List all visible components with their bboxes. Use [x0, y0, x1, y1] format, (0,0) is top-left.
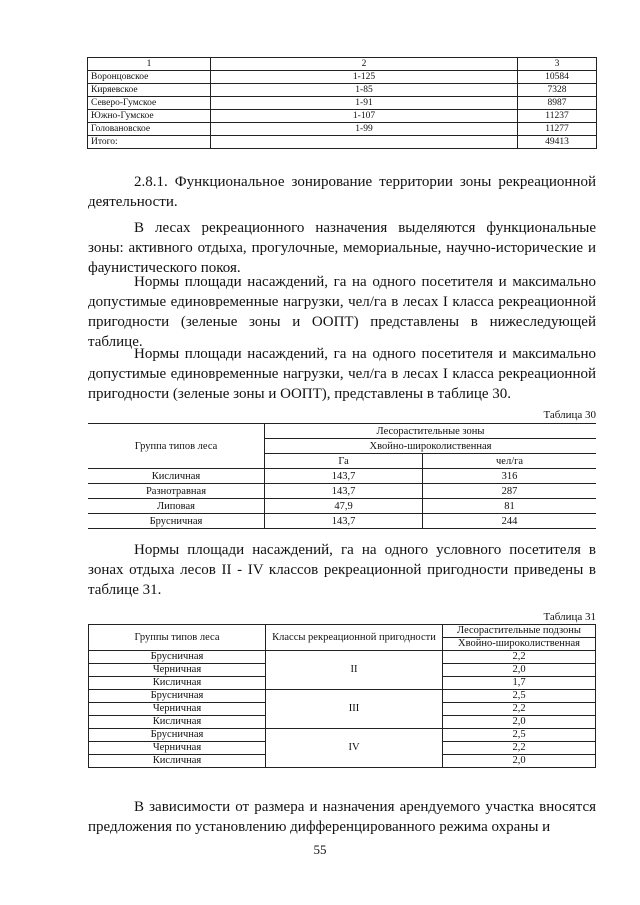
table-row [88, 84, 597, 97]
forest-type: Кисличная [89, 677, 266, 690]
header-cell: 1 [88, 58, 211, 71]
header-cell: 3 [518, 58, 597, 71]
forest-type: Брусничная [88, 514, 265, 529]
quarter-range: 1-107 [211, 110, 518, 123]
paragraph: Нормы площади насаждений, га на одного посетителя и максимально допустимые единовременные нагрузки, чел/га в лесах I класса рекреационной пригодности (зеленые зоны и ООПТ), представлены в таблице 30. [88, 346, 596, 402]
norm-value: 1,7 [443, 677, 596, 690]
norm-value: 2,5 [443, 690, 596, 703]
group-header: Группа типов леса [88, 424, 265, 469]
norm-value: 2,0 [443, 716, 596, 729]
load-norm: 287 [423, 484, 596, 499]
area-value: 7328 [518, 84, 597, 97]
norm-value: 2,2 [443, 703, 596, 716]
section-heading: 2.8.1. Функциональное зонирование территории зоны рекреационной деятельности. [88, 174, 596, 210]
load-norm: 244 [423, 514, 596, 529]
forest-type: Брусничная [89, 690, 266, 703]
total-row [88, 136, 597, 149]
table-caption: Таблица 30 [543, 409, 596, 421]
load-norm: 81 [423, 499, 596, 514]
total-label: Итого: [88, 136, 211, 149]
zone-header: Лесорастительные зоны [265, 424, 597, 439]
area-value: 11237 [518, 110, 597, 123]
forest-type: Черничная [89, 664, 266, 677]
page-number: 55 [313, 842, 327, 857]
area-norm: 47,9 [265, 499, 423, 514]
norm-value: 2,0 [443, 755, 596, 768]
class-value: III [266, 690, 443, 729]
norm-value: 2,5 [443, 729, 596, 742]
subzone-header: Хвойно-широколиственная [265, 439, 597, 454]
forest-type: Кисличная [89, 755, 266, 768]
table-row [88, 484, 596, 499]
table-row [88, 71, 597, 84]
forest-name: Киряевское [88, 84, 211, 97]
quarter-range: 1-85 [211, 84, 518, 97]
forest-type: Черничная [89, 742, 266, 755]
table-row [88, 514, 596, 529]
table-header-row [88, 424, 596, 439]
norms-table-30 [88, 423, 596, 529]
table-row [88, 97, 597, 110]
total-empty [211, 136, 518, 149]
paragraph: Нормы площади насаждений, га на одного условного посетителя в зонах отдыха лесов II - IV классов рекреационной пригодности приведены в таблице 31. [88, 542, 596, 598]
norms-table-31 [88, 624, 596, 768]
paragraph: В зависимости от размера и назначения арендуемого участка вносятся предложения по установлению дифференцированного режима охраны и [88, 799, 596, 835]
class-value: IV [266, 729, 443, 768]
group-header: Группы типов леса [89, 625, 266, 651]
area-norm: 143,7 [265, 484, 423, 499]
forest-name: Головановское [88, 123, 211, 136]
quarter-range: 1-91 [211, 97, 518, 110]
forest-type: Разнотравная [88, 484, 265, 499]
table-row [88, 123, 597, 136]
total-value: 49413 [518, 136, 597, 149]
header-cell: 2 [211, 58, 518, 71]
table-row [89, 729, 596, 742]
table-caption: Таблица 31 [543, 611, 596, 623]
table-row [89, 690, 596, 703]
forest-type: Кисличная [89, 716, 266, 729]
area-norm: 143,7 [265, 469, 423, 484]
quarter-range: 1-99 [211, 123, 518, 136]
load-norm: 316 [423, 469, 596, 484]
table-row [88, 469, 596, 484]
table-header-row [88, 58, 597, 71]
area-value: 8987 [518, 97, 597, 110]
table-row [89, 651, 596, 664]
norm-value: 2,0 [443, 664, 596, 677]
table-row [88, 499, 596, 514]
unit-header: чел/га [423, 454, 596, 469]
norm-value: 2,2 [443, 742, 596, 755]
subzone-header: Хвойно-широколиственная [443, 638, 596, 651]
forest-name: Южно-Гумское [88, 110, 211, 123]
forest-type: Липовая [88, 499, 265, 514]
forest-name: Северо-Гумское [88, 97, 211, 110]
table-header-row [89, 625, 596, 638]
forest-type: Черничная [89, 703, 266, 716]
paragraph: Нормы площади насаждений, га на одного посетителя и максимально допустимые единовременные нагрузки, чел/га в лесах I класса рекреационной пригодности (зеленые зоны и ООПТ) представлены в нижеследующей таблице. [88, 274, 596, 350]
area-norm: 143,7 [265, 514, 423, 529]
area-value: 11277 [518, 123, 597, 136]
forest-type: Брусничная [89, 729, 266, 742]
summary-table [87, 57, 597, 149]
table-row [88, 110, 597, 123]
paragraph: В лесах рекреационного назначения выделяются функциональные зоны: активного отдыха, прогулочные, мемориальные, научно-исторические и фаунистического покоя. [88, 220, 596, 276]
subzones-header: Лесорастительные подзоны [443, 625, 596, 638]
unit-header: Га [265, 454, 423, 469]
forest-type: Брусничная [89, 651, 266, 664]
class-value: II [266, 651, 443, 690]
class-header: Классы рекреационной пригодности [266, 625, 443, 651]
area-value: 10584 [518, 71, 597, 84]
quarter-range: 1-125 [211, 71, 518, 84]
norm-value: 2,2 [443, 651, 596, 664]
forest-type: Кисличная [88, 469, 265, 484]
forest-name: Воронцовское [88, 71, 211, 84]
